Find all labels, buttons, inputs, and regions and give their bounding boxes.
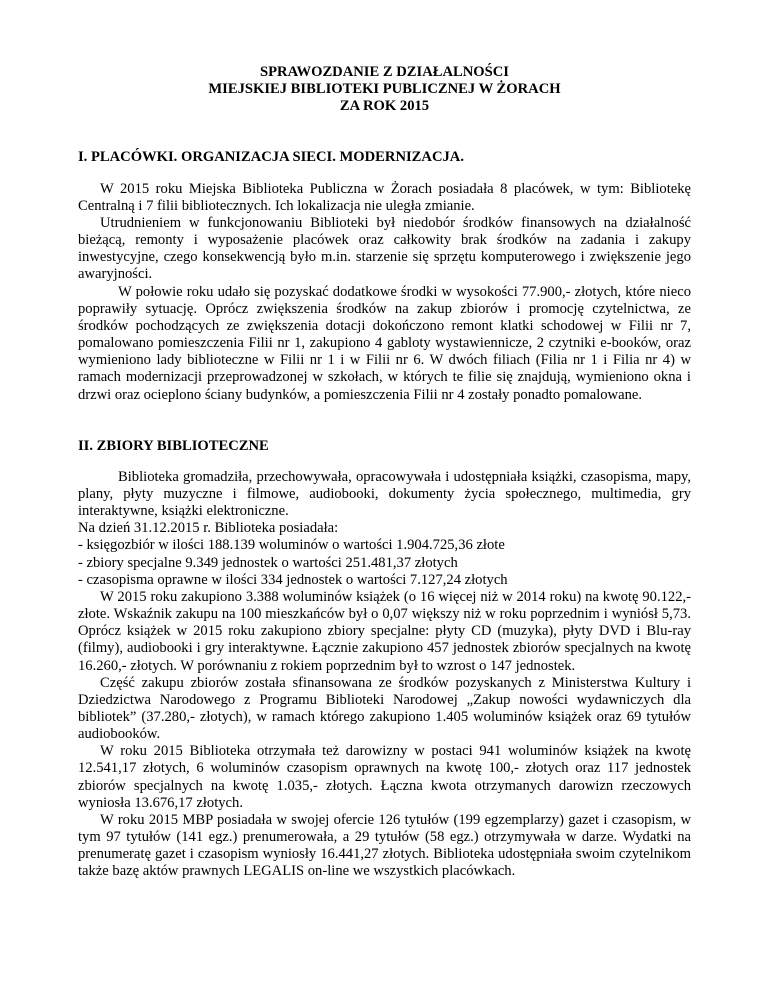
section-2-intro: Biblioteka gromadziła, przechowywała, opracowywała i udostępniała książki, czasopisma, mapy, plany, płyty muzyczne i filmowe, audiobooki, dokumenty życia społecznego, multimedia, gry interaktywne, książki elektroniczne. <box>78 468 691 520</box>
section-2-paragraph-1: W 2015 roku zakupiono 3.388 woluminów książek (o 16 więcej niż w 2014 roku) na kwotę 90.122,- złote. Wskaźnik zakupu na 100 mieszkańców był o 0,07 większy niż w roku poprzednim i wyniósł 5,73. Oprócz książek w 2015 roku zakupiono zbiory specjalne: płyty CD (muzyka), płyty DVD i Blu-ray (filmy), audiobooki i gry interaktywne. Łącznie zakupiono 457 jednostek zbiorów specjalnych na kwotę 16.260,- złotych. W porównaniu z rokiem poprzednim był to wzrost o 147 jednostek. <box>78 588 691 674</box>
section-2-date-line: Na dzień 31.12.2015 r. Biblioteka posiadała: <box>78 520 339 537</box>
holdings-list-item: - księgozbiór w ilości 188.139 woluminów o wartości 1.904.725,36 złote <box>78 537 505 554</box>
section-2-paragraph-4: W roku 2015 MBP posiadała w swojej ofercie 126 tytułów (199 egzemplarzy) gazet i czasopism, w tym 97 tytułów (141 egz.) prenumerowała, a 29 tytułów (58 egz.) otrzymywała w darze. Wydatki na prenumeratę gazet i czasopism wyniosły 16.441,27 złotych. Biblioteka udostępniała swoim czytelnikom także bazę aktów prawnych LEGALIS on-line we wszystkich placówkach. <box>78 811 691 880</box>
holdings-list-item: - czasopisma oprawne w ilości 334 jednostek o wartości 7.127,24 złotych <box>78 571 508 588</box>
section-1-paragraph-3: W połowie roku udało się pozyskać dodatkowe środki w wysokości 77.900,- złotych, które nieco poprawiły sytuację. Oprócz zwiększenia środków na zakup zbiorów i promocję czytelnictwa, ze środków pochodzących ze zwiększenia dotacji dokończono remont klatki schodowej w Filii nr 7, pomalowano pomieszczenia Filii nr 1, zakupiono 4 gabloty wystawiennicze, 2 czytniki e-booków, oraz wymieniono lady biblioteczne w Filii nr 1 i w Filii nr 6. W dwóch filiach (Filia nr 1 i Filia nr 4) w ramach modernizacji przeprowadzonej w szkołach, w których te filie się znajdują, wymieniono okna i drzwi oraz ocieplono ściany budynków, a pomieszczenia Filii nr 4 zostały ponadto pomalowane. <box>78 283 691 403</box>
title-line-1: SPRAWOZDANIE Z DZIAŁALNOŚCI <box>260 64 509 80</box>
document-title <box>78 64 691 115</box>
section-2-heading: II. ZBIORY BIBLIOTECZNE <box>78 437 269 454</box>
holdings-list-item: - zbiory specjalne 9.349 jednostek o wartości 251.481,37 złotych <box>78 554 458 571</box>
section-1-heading: I. PLACÓWKI. ORGANIZACJA SIECI. MODERNIZACJA. <box>78 149 464 166</box>
document-page <box>78 48 691 881</box>
section-1-paragraph-1: W 2015 roku Miejska Biblioteka Publiczna w Żorach posiadała 8 placówek, w tym: Bibliotekę Centralną i 7 filii bibliotecznych. Ich lokalizacja nie uległa zmianie. <box>78 180 691 214</box>
title-line-2: MIEJSKIEJ BIBLIOTEKI PUBLICZNEJ W ŻORACH <box>208 81 561 98</box>
section-1-paragraph-2: Utrudnieniem w funkcjonowaniu Biblioteki był niedobór środków finansowych na działalność bieżącą, remonty i wyposażenie placówek oraz całkowity brak środków na zadania i zakupy inwestycyjne, czego konsekwencją było m.in. starzenie się sprzętu komputerowego i zwiększenie jego awaryjności. <box>78 214 691 283</box>
title-line-3: ZA ROK 2015 <box>339 98 430 115</box>
section-2-paragraph-3: W roku 2015 Biblioteka otrzymała też darowizny w postaci 941 woluminów książek na kwotę 12.541,17 złotych, 6 woluminów czasopism oprawnych na kwotę 100,- złotych oraz 117 jednostek zbiorów specjalnych na kwotę 1.035,- złotych. Łączna kwota otrzymanych darowizn rzeczowych wyniosła 13.676,17 złotych. <box>78 743 691 811</box>
section-1-body <box>78 181 691 404</box>
section-2-body <box>78 469 691 881</box>
section-2-paragraph-2: Część zakupu zbiorów została sfinansowana ze środków pozyskanych z Ministerstwa Kultury i Dziedzictwa Narodowego z Programu Biblioteki Narodowej „Zakup nowości wydawniczych dla bibliotek” (37.280,- złotych), w ramach którego zakupiono 1.405 woluminów książek oraz 69 tytułów audiobooków. <box>78 674 691 743</box>
